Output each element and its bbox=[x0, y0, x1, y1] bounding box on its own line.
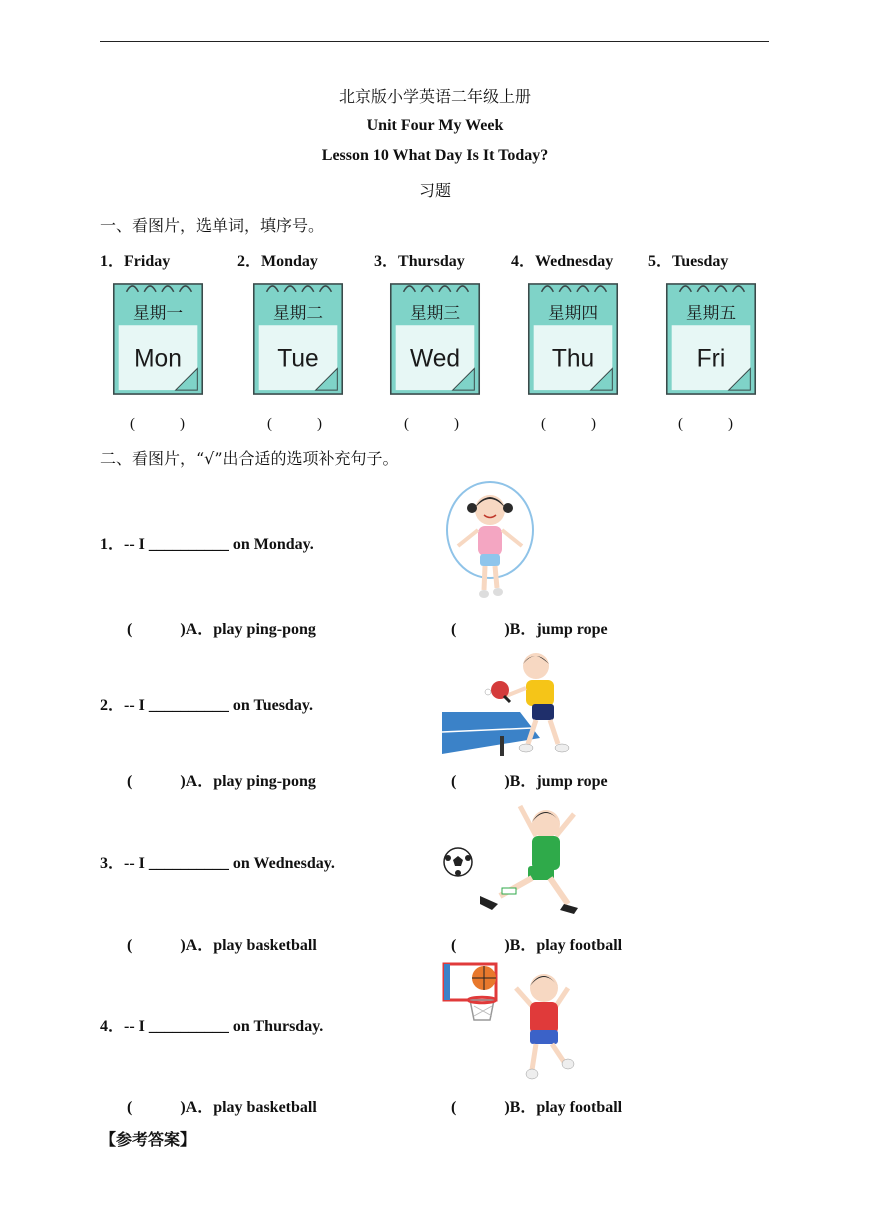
q1-option-b[interactable]: ( )B．jump rope bbox=[451, 621, 608, 638]
calendar-en-day: Tue bbox=[277, 345, 319, 373]
q4-option-a[interactable]: ( )A．play basketball bbox=[127, 1099, 317, 1116]
lesson-title: Lesson 10 What Day Is It Today? bbox=[321, 147, 549, 164]
calendar-card-1 bbox=[111, 282, 205, 396]
boy-football-icon bbox=[440, 800, 585, 920]
top-rule bbox=[100, 41, 769, 42]
calendar-en-day: Thu bbox=[551, 345, 595, 373]
section1-title: 一、看图片，选单词，填序号。 bbox=[100, 216, 325, 235]
word-item-1: 1．Friday bbox=[100, 253, 171, 270]
boy-basketball-icon bbox=[440, 962, 585, 1082]
book-title: 北京版小学英语二年级上册 bbox=[338, 87, 531, 106]
calendar-en-day: Mon bbox=[134, 345, 182, 373]
word-item-2: 2．Monday bbox=[237, 253, 318, 270]
unit-title: Unit Four My Week bbox=[366, 117, 504, 134]
calendar-card-4 bbox=[526, 282, 620, 396]
word-item-3: 3．Thursday bbox=[374, 253, 465, 270]
q3-option-b[interactable]: ( )B．play football bbox=[451, 937, 623, 954]
question-2: 2．-- I __________ on Tuesday. bbox=[100, 697, 313, 714]
q3-option-a[interactable]: ( )A．play basketball bbox=[127, 937, 317, 954]
q1-option-a[interactable]: ( )A．play ping-pong bbox=[127, 621, 316, 638]
q2-option-b[interactable]: ( )B．jump rope bbox=[451, 773, 608, 790]
q4-option-b[interactable]: ( )B．play football bbox=[451, 1099, 623, 1116]
question-1: 1．-- I __________ on Monday. bbox=[100, 536, 314, 553]
word-item-5: 5．Tuesday bbox=[648, 253, 729, 270]
blank-4[interactable]: ( ) bbox=[541, 416, 596, 432]
calendar-en-day: Fri bbox=[696, 345, 726, 373]
calendar-card-5 bbox=[664, 282, 758, 396]
question-4: 4．-- I __________ on Thursday. bbox=[100, 1018, 324, 1035]
section2-title: 二、看图片，“√”出合适的选项补充句子。 bbox=[100, 449, 399, 468]
doc-type: 习题 bbox=[418, 181, 451, 200]
girl-jump-rope-icon bbox=[440, 478, 540, 604]
q2-option-a[interactable]: ( )A．play ping-pong bbox=[127, 773, 316, 790]
blank-3[interactable]: ( ) bbox=[404, 416, 459, 432]
word-item-4: 4．Wednesday bbox=[511, 253, 614, 270]
blank-2[interactable]: ( ) bbox=[267, 416, 322, 432]
calendar-cn-day: 星期一 bbox=[132, 302, 184, 323]
blank-1[interactable]: ( ) bbox=[130, 416, 185, 432]
calendar-cn-day: 星期二 bbox=[272, 302, 324, 323]
boy-ping-pong-icon bbox=[440, 650, 580, 758]
question-3: 3．-- I __________ on Wednesday. bbox=[100, 855, 335, 872]
blank-5[interactable]: ( ) bbox=[678, 416, 733, 432]
calendar-cn-day: 星期五 bbox=[685, 302, 737, 323]
calendar-cn-day: 星期三 bbox=[409, 302, 461, 323]
calendar-en-day: Wed bbox=[409, 345, 461, 373]
calendar-card-3 bbox=[388, 282, 482, 396]
calendar-cn-day: 星期四 bbox=[547, 302, 599, 323]
answers-title: 【参考答案】 bbox=[100, 1132, 197, 1149]
calendar-card-2 bbox=[251, 282, 345, 396]
